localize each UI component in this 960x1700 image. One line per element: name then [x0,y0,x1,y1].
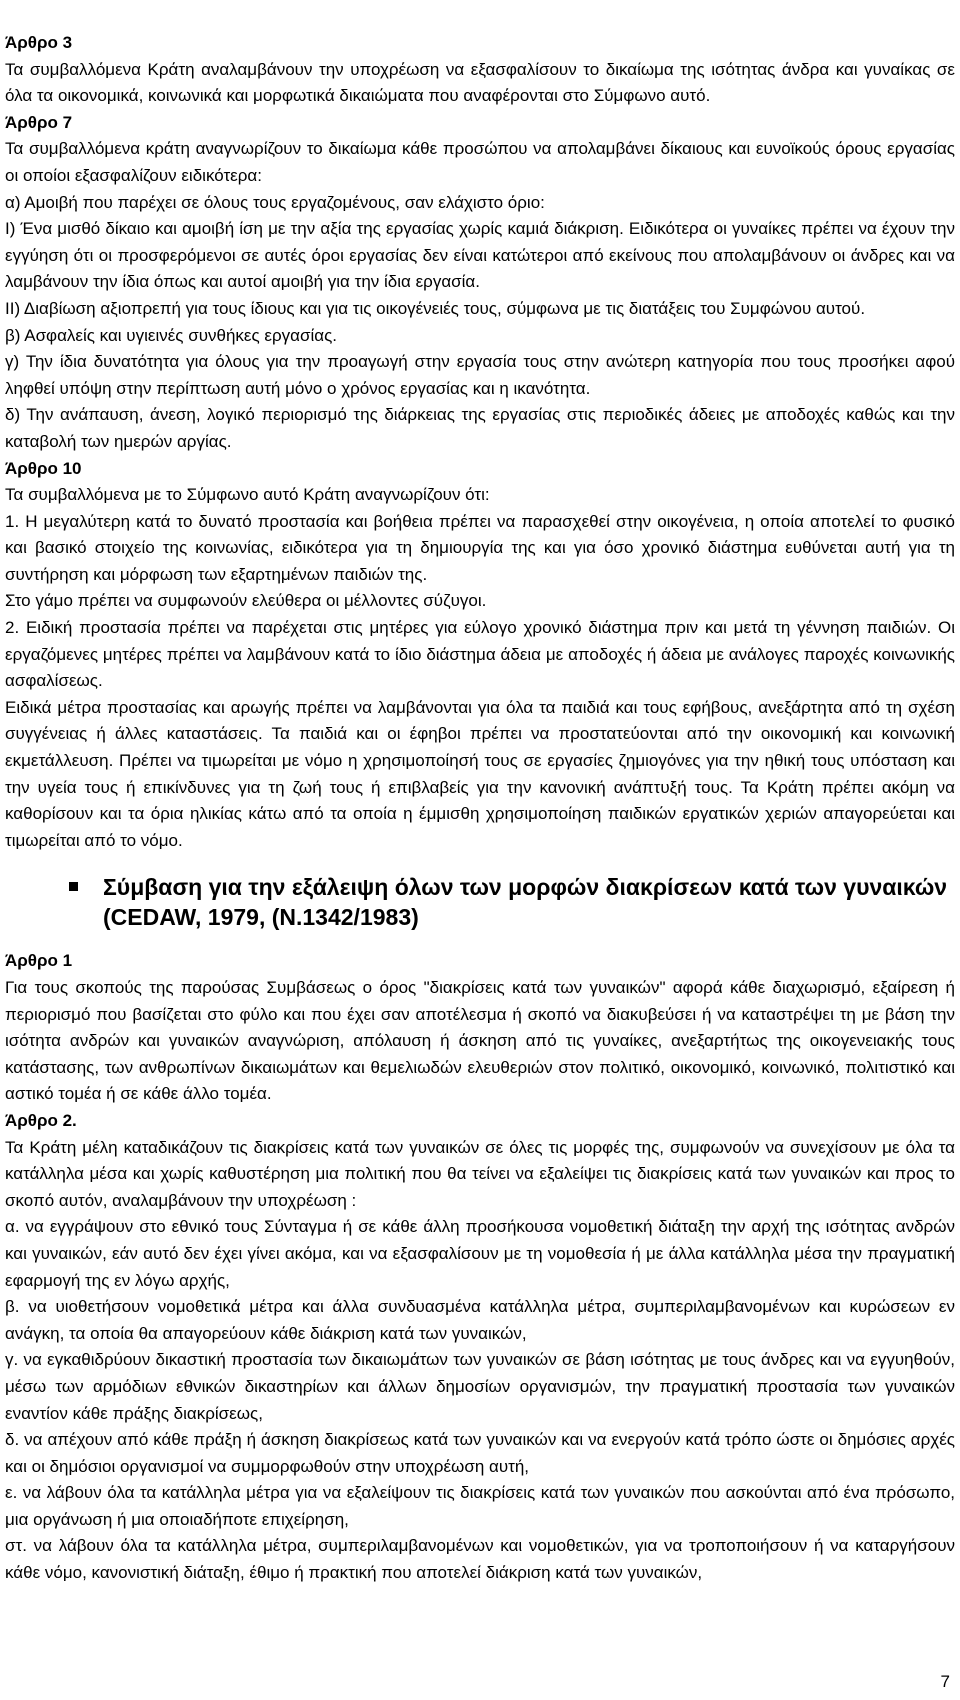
article-7-item-b: β) Ασφαλείς και υγιεινές συνθήκες εργασίας. [5,325,338,345]
article-10-paragraph-2: 2. Ειδική προστασία πρέπει να παρέχεται στις μητέρες για εύλογο χρονικό διάστημα πριν και μετά τη γέννηση παιδιών. Οι εργαζόμενες μητέρες πρέπει να λαμβάνουν κατά το ίδιο διάστημα άδεια με αποδοχές ή άδεια με ανάλογες παροχές κοινωνικής ασφαλίσεως. [5,618,955,691]
article-7-item-c: γ) Την ίδια δυνατότητα για όλους για την προαγωγή στην εργασία τους στην ανώτερη κατηγορία που τους προσήκει αφού ληφθεί υπόψη στην περίπτωση αυτή μόνο ο χρόνος εργασίας και η ικανότητα. [5,352,955,398]
article-3-heading: Άρθρο 3 [5,33,73,52]
article-7-item-a: α) Αμοιβή που παρέχει σε όλους τους εργαζομένους, σαν ελάχιστο όριο: [5,192,545,212]
article-7-intro: Τα συμβαλλόμενα κράτη αναγνωρίζουν το δικαίωμα κάθε προσώπου να απολαμβάνει δίκαιους και ευνοϊκούς όρους εργασίας οι οποίοι εξασφαλίζουν ειδικότερα: [5,139,955,185]
article-10-paragraph-1b: Στο γάμο πρέπει να συμφωνούν ελεύθερα οι μέλλοντες σύζυγοι. [5,591,487,611]
square-bullet-icon [69,882,78,891]
article-10-paragraph-3: Ειδικά μέτρα προστασίας και αρωγής πρέπει να λαμβάνονται για όλα τα παιδιά και τους εφήβους, ανεξάρτητα από τη σχέση συγγένειας ή άλλες καταστάσεις. Τα παιδιά και οι έφηβοι πρέπει να προστατεύονται από την οικονομική και κοινωνική εκμετάλλευση. Πρέπει να τιμωρείται με νόμο η χρησιμοποίησή τους σε εργασίες ζημιογόνες για την ηθική τους υπόσταση και την υγεία τους ή επικίνδυνες για τη ζωή τους ή επιβλαβείς για την κανονική ανάπτυξή τους. Τα Κράτη πρέπει ακόμη να καθορίσουν και τα όρια ηλικίας κάτω από τα οποία η έμμισθη χρησιμοποίηση παιδικών εργατικών χεριών απαγορεύεται και τιμωρείται από το νόμο. [5,697,955,850]
convention-title-line-2: (CEDAW, 1979, (Ν.1342/1983) [103,904,419,931]
convention-article-2-item-b: β. να υιοθετήσουν νομοθετικά μέτρα και άλλα συνδυασμένα κατάλληλα μέτρα, συμπεριλαμβανομένων και κυρώσεων εν ανάγκη, τα οποία θα απαγορεύουν κάθε διάκριση κατά των γυναικών, [5,1297,955,1343]
convention-article-2-intro: Τα Κράτη μέλη καταδικάζουν τις διακρίσεις κατά των γυναικών σε όλες τις μορφές της, συμφωνούν να συνεχίσουν με όλα τα κατάλληλα μέσα και χωρίς καθυστέρηση μια πολιτική που θα τείνει να εξαλείψει τις διακρίσεις κατά των γυναικών και προς το σκοπό αυτόν, αναλαμβάνουν την υποχρέωση : [5,1137,955,1210]
convention-article-2-item-f: στ. να λάβουν όλα τα κατάλληλα μέτρα, συμπεριλαμβανομένων και νομοθετικών, για να τροποποιήσουν ή να καταργήσουν κάθε νόμο, κανονιστική διάταξη, έθιμο ή πρακτική που αποτελεί διάκριση κατά των γυναικών, [5,1536,955,1583]
convention-article-2-item-e: ε. να λάβουν όλα τα κατάλληλα μέτρα για να εξαλείψουν τις διακρίσεις κατά των γυναικών που ασκούνται από ένα πρόσωπο, μια οργάνωση ή μια οποιαδήποτε επιχείρηση, [5,1483,955,1529]
convention-article-2-item-c: γ. να εγκαθιδρύουν δικαστική προστασία των δικαιωμάτων των γυναικών σε βάση ισότητας με τους άνδρες και να εγγυηθούν, μέσω των αρμόδιων εθνικών δικαστηρίων και άλλων δημοσίων οργανισμών, την πραγματική προστασία των γυναικών εναντίον κάθε πράξης διακρίσεως, [5,1350,955,1423]
convention-article-2-item-a: α. να εγγράψουν στο εθνικό τους Σύνταγμα ή σε κάθε άλλη προσήκουσα νομοθετική διάταξη την αρχή της ισότητας ανδρών και γυναικών, εάν αυτό δεν έχει γίνει ακόμα, και να εξασφαλίσουν με τη νομοθεσία ή με άλλα κατάλληλα μέσα την πραγματική εφαρμογή της εν λόγω αρχής, [5,1217,955,1290]
article-7-heading: Άρθρο 7 [5,112,73,132]
convention-title [95,872,955,932]
article-3-body: Τα συμβαλλόμενα Κράτη αναλαμβάνουν την υποχρέωση να εξασφαλίσουν το δικαίωμα της ισότητας άνδρα και γυναίκας σε όλα τα οικονομικά, κοινωνικά και μορφωτικά δικαιώματα που αναφέρονται στο Σύμφωνο αυτό. [5,59,955,106]
convention-article-1-body: Για τους σκοπούς της παρούσας Συμβάσεως ο όρος "διακρίσεις κατά των γυναικών" αφορά κάθε διαχωρισμό, εξαίρεση ή περιορισμό που βασίζεται στο φύλο και που έχει σαν αποτέλεσμα ή σκοπό να διακυβεύσει ή να καταστρέψει τη με βάση την ισότητα ανδρών και γυναικών αναγνώριση, απόλαυση ή άσκηση από τις γυναίκες, ανεξαρτήτως της οικογενειακής τους κατάστασης, των ανθρωπίνων δικαιωμάτων και θεμελιωδών ελευθεριών στον πολιτικό, οικονομικό, κοινωνικό, πολιτιστικό και αστικό τομέα ή σε κάθε άλλο τομέα. [5,978,955,1104]
convention-article-2-heading: Άρθρο 2. [5,1110,77,1130]
convention-title-line-1: Σύμβαση για την εξάλειψη όλων των μορφών διακρίσεων κατά των γυναικών [103,874,948,901]
article-7-item-d: δ) Την ανάπαυση, άνεση, λογικό περιορισμό της διάρκειας της εργασίας στις περιοδικές άδειες με αποδοχές καθώς και την καταβολή των ημερών αργίας. [5,405,955,451]
article-7-item-a-ii: ΙΙ) Διαβίωση αξιοπρεπή για τους ίδιους και για τις οικογένειές τους, σύμφωνα με τις διατάξεις του Συμφώνου αυτού. [5,298,866,318]
convention-article-2-item-d: δ. να απέχουν από κάθε πράξη ή άσκηση διακρίσεως κατά των γυναικών και να ενεργούν κατά τρόπο ώστε οι δημόσιες αρχές και οι δημόσιοι οργανισμοί να συμμορφωθούν στην υποχρέωση αυτή, [5,1430,955,1476]
article-10-intro: Τα συμβαλλόμενα με το Σύμφωνο αυτό Κράτη αναγνωρίζουν ότι: [5,485,490,505]
article-10-paragraph-1: 1. Η μεγαλύτερη κατά το δυνατό προστασία και βοήθεια πρέπει να παρασχεθεί στην οικογένεια, η οποία αποτελεί το φυσικό και βασικό στοιχείο της κοινωνίας, ειδικότερα για τη δημιουργία της και για όσο χρονικό διάστημα ευθύνεται αυτή για τη συντήρηση και μόρφωση των εξαρτημένων παιδιών της. [5,511,955,584]
article-10-heading: Άρθρο 10 [5,458,82,478]
convention-article-1-heading: Άρθρο 1 [5,951,73,971]
article-7-item-a-i: Ι) Ένα μισθό δίκαιο και αμοιβή ίση με την αξία της εργασίας χωρίς καμιά διάκριση. Ειδικότερα οι γυναίκες πρέπει να έχουν την εγγύηση ότι οι προσφερόμενοι σε αυτές όροι εργασίας δεν είναι κατώτεροι από εκείνους που απολαμβάνουν οι άνδρες και να λαμβάνουν την ίδια όπως και αυτοί αμοιβή για την ίδια εργασία. [5,219,955,292]
page-number: 7 [940,1672,950,1691]
document-page [5,30,955,1587]
